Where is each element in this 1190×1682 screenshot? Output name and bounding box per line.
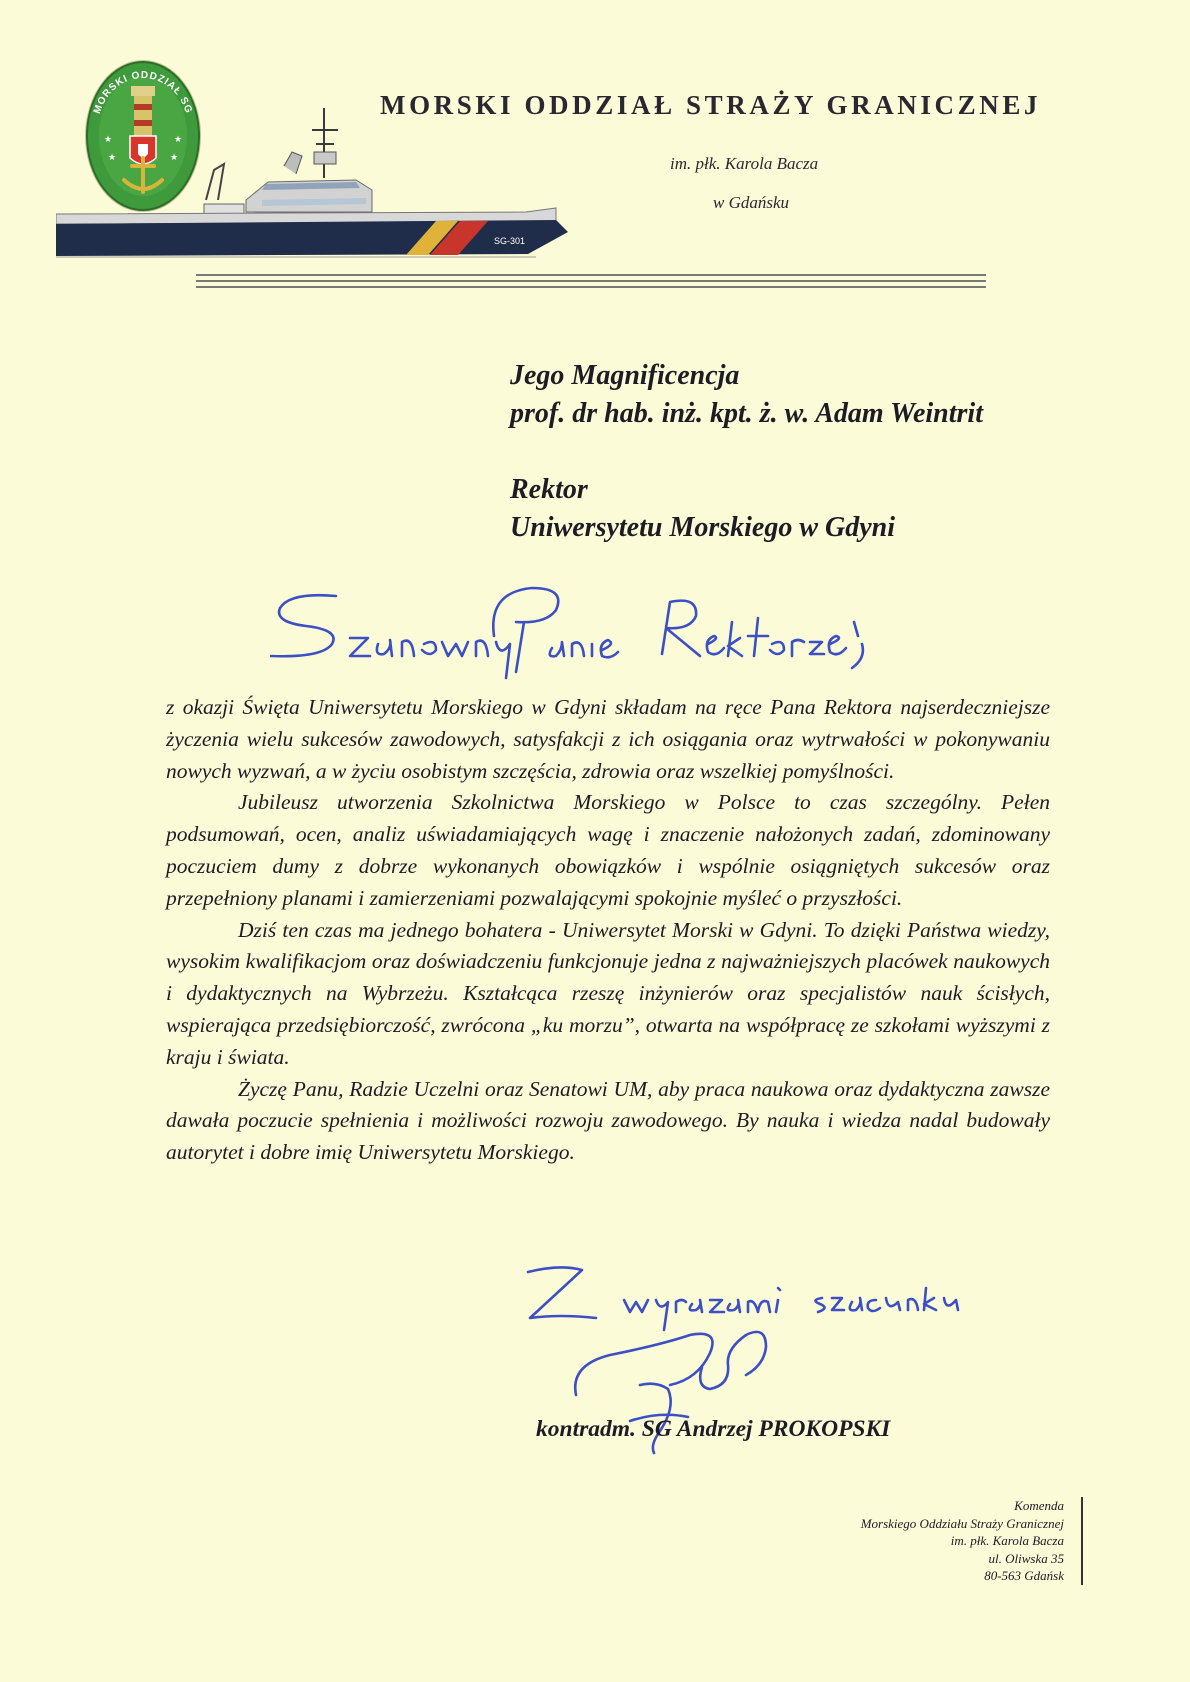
header-rule [196,272,986,292]
footer-address [760,1497,1064,1585]
letter-body [166,692,1050,1169]
svg-text:★: ★ [108,152,117,162]
footer-line-3: im. płk. Karola Bacza [950,1533,1064,1548]
organization-name: MORSKI ODDZIAŁ STRAŻY GRANICZNEJ [380,90,1042,120]
footer-divider [1081,1497,1083,1585]
body-paragraph-4: Życzę Panu, Radzie Uczelni oraz Senatowi UM, aby praca naukowa oraz dydaktyczna zawsze dawała poczucie spełnienia i możliwości rozwoju zawodowego. By nauka i wiedza nadal budowały autorytet i dobre imię Uniwersytetu Morskiego. [166,1076,1050,1165]
footer-line-4: ul. Oliwska 35 [988,1550,1064,1566]
svg-text:★: ★ [174,134,183,144]
organization-patron: im. płk. Karola Bacza [670,154,819,173]
signer-name: kontradm. SG Andrzej PROKOPSKI [536,1416,891,1442]
footer-line-2: Morskiego Oddziału Straży Granicznej [860,1515,1064,1531]
body-paragraph-2: Jubileusz utworzenia Szkolnictwa Morskiego w Polsce to czas szczególny. Pełen podsumowań, ocen, analiz uświadamiających wagę i znaczenie nałożonych zadań, zdominowany poczuciem dumy z dobrze wykonanych obowiązków i wspólnie osiągniętych sukcesów oraz przepełniony planami i zamierzeniami pozwalającymi spokojnie myśleć o przyszłości. [166,790,1050,910]
addressee-position: Rektor [510,474,588,505]
svg-text:★: ★ [104,134,113,144]
footer-line-5: 80-563 Gdańsk [984,1568,1064,1583]
organization-city: w Gdańsku [713,193,790,212]
patrol-ship-illustration [56,104,616,280]
emblem-text: MORSKI ODDZIAŁ SG [91,69,195,116]
addressee-name: prof. dr hab. inż. kpt. ż. w. Adam Weintrit [510,398,983,429]
handwritten-salutation [270,582,870,692]
body-paragraph-3: Dziś ten czas ma jednego bohatera - Uniwersytet Morski w Gdyni. To dzięki Państwa wiedzy, wysokim kwalifikacjom oraz doświadczeniu funkcjonuje jedna z najważniejszych placówek naukowych i dydaktycznych na Wybrzeżu. Kształcąca rzeszę inżynierów oraz specjalistów nauk ścisłych, wspierająca przedsiębiorczość, zwrócona „ku morzu”, otwarta na współpracę ze szkołami wyższymi z kraju i świata. [166,917,1050,1069]
svg-text:★: ★ [170,152,179,162]
addressee-institution: Uniwersytetu Morskiego w Gdyni [510,512,896,543]
footer-line-1: Komenda [1014,1498,1064,1513]
body-paragraph-1: z okazji Święta Uniwersytetu Morskiego w Gdyni składam na ręce Pana Rektora najserdeczniejsze życzenia wielu sukcesów zawodowych, satysfakcji z ich osiągania oraz wytrwałości w pokonywaniu nowych wyzwań, a w życiu osobistym szczęścia, zdrowia oraz wszelkiej pomyślności. [166,695,1050,783]
hull-number: SG-301 [494,236,526,246]
addressee-honorific: Jego Magnificencja [510,360,740,391]
